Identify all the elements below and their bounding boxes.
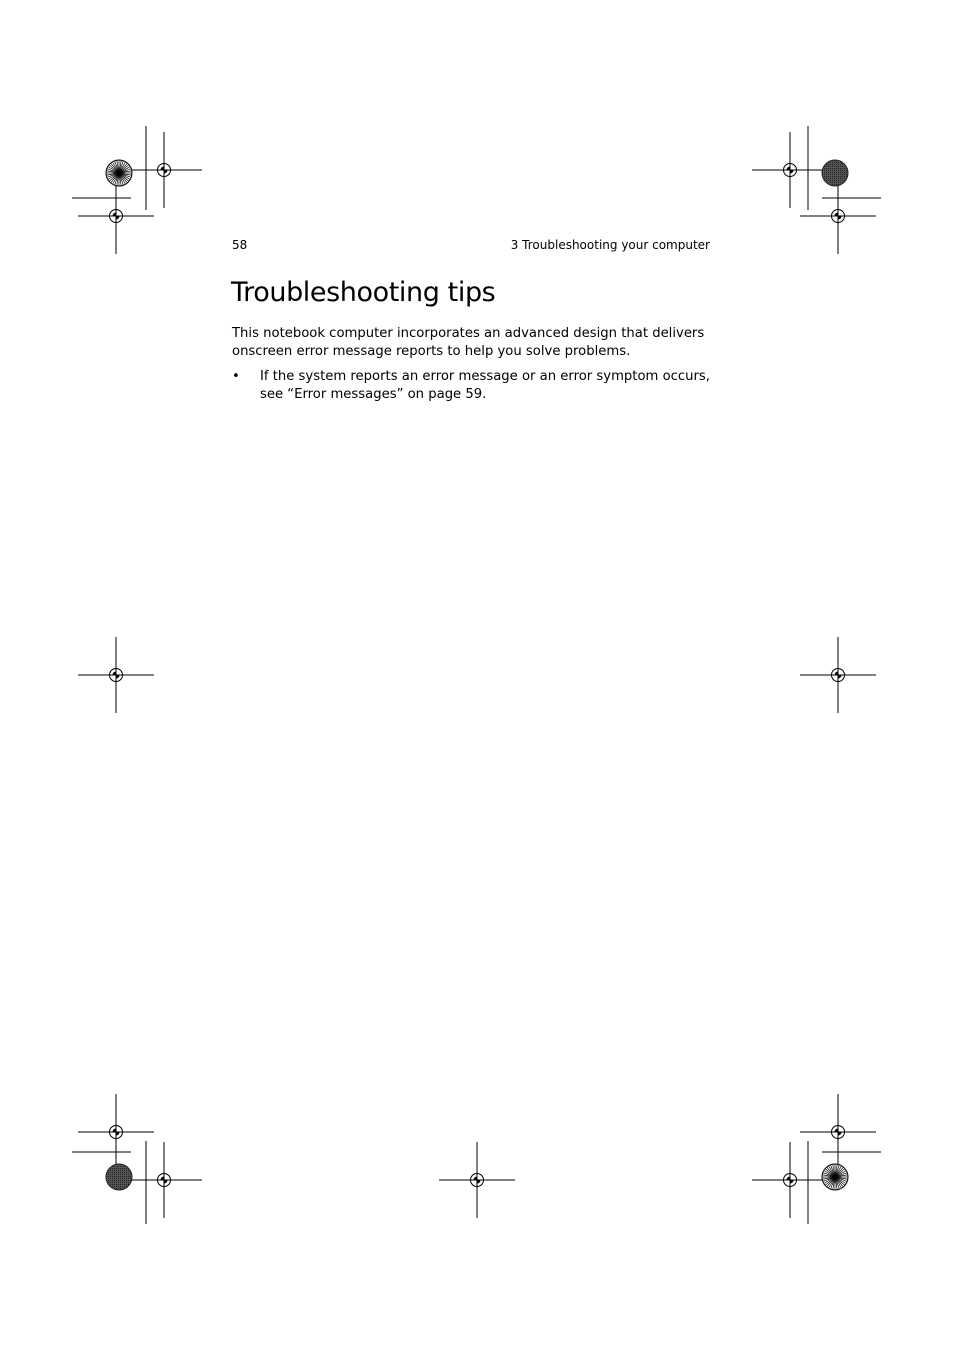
starburst-mark — [106, 160, 132, 186]
list-item — [232, 368, 722, 403]
intro-paragraph: This notebook computer incorporates an advanced design that delivers onscreen error message reports to help you solve problems. — [232, 326, 705, 359]
registration-target — [78, 178, 154, 254]
registration-target — [439, 1142, 515, 1218]
running-header: 3 Troubleshooting your computer — [510, 238, 710, 252]
registration-target — [78, 1094, 154, 1170]
section-title: Troubleshooting tips — [231, 277, 496, 308]
registration-target — [126, 1142, 202, 1218]
page-number: 58 — [232, 238, 248, 252]
registration-target — [752, 132, 828, 208]
bullet-marker: • — [232, 369, 240, 384]
registration-target — [800, 1094, 876, 1170]
starburst-mark — [822, 1164, 848, 1190]
registration-target — [800, 178, 876, 254]
registration-target — [800, 637, 876, 713]
registration-target — [752, 1142, 828, 1218]
bullet-list — [232, 368, 722, 403]
registration-target — [126, 132, 202, 208]
registration-target — [78, 637, 154, 713]
grey-density-mark — [106, 1164, 132, 1190]
grey-density-mark — [822, 160, 848, 186]
bullet-text: If the system reports an error message or an error symptom occurs, see “Error messages” on page 59. — [260, 369, 710, 402]
